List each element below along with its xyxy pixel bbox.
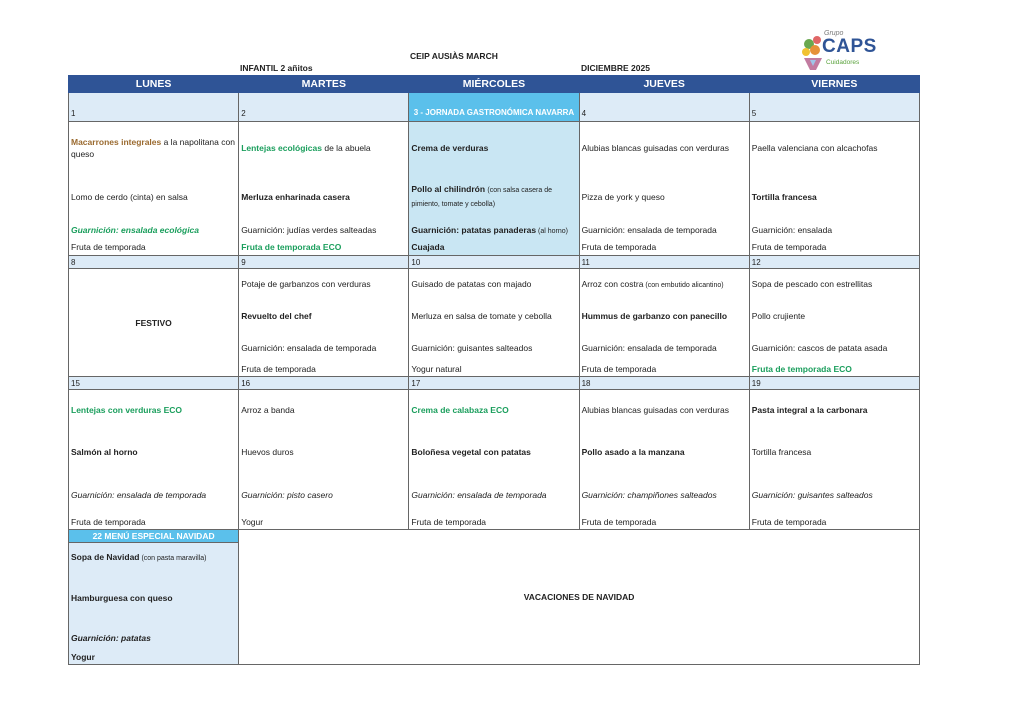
- dish: Guisado de patatas con majado: [409, 269, 579, 299]
- dish: Merluza en salsa de tomate y cebolla: [409, 299, 579, 333]
- week2-first-course: [69, 269, 920, 299]
- dish: Alubias blancas guisadas con verduras: [579, 390, 749, 430]
- dish: Pollo al chilindrón (con salsa casera de pimiento, tomate y cebolla): [409, 174, 579, 220]
- dessert: Yogur natural: [409, 363, 579, 377]
- dessert: Fruta de temporada: [749, 240, 919, 256]
- dessert: Fruta de temporada ECO: [749, 363, 919, 377]
- day-tuesday: MARTES: [239, 76, 409, 93]
- dish: Boloñesa vegetal con patatas: [409, 430, 579, 474]
- holiday-cell: FESTIVO: [69, 269, 239, 377]
- dish: Paella valenciana con alcachofas: [749, 122, 919, 174]
- side-dish: Guarnición: ensalada de temporada: [409, 474, 579, 516]
- dessert: Yogur: [69, 651, 239, 665]
- side-dish: Guarnición: ensalada de temporada: [69, 474, 239, 516]
- caps-logo: [800, 30, 910, 74]
- side-dish: Guarnición: ensalada de temporada: [579, 220, 749, 240]
- dish: Macarrones integrales a la napolitana con queso: [69, 122, 239, 174]
- school-name: CEIP AUSIÀS MARCH: [410, 51, 498, 61]
- date-cell: 19: [749, 377, 919, 390]
- day-thursday: JUEVES: [579, 76, 749, 93]
- christmas-special-header: 22 MENÚ ESPECIAL NAVIDAD: [69, 530, 239, 543]
- dessert: Fruta de temporada: [749, 516, 919, 530]
- dessert: Fruta de temporada: [239, 363, 409, 377]
- dish: Alubias blancas guisadas con verduras: [579, 122, 749, 174]
- dish: Huevos duros: [239, 430, 409, 474]
- logo-small-text: Grupo: [824, 30, 844, 37]
- date-cell: 10: [409, 256, 579, 269]
- dish: Hamburguesa con queso: [69, 571, 239, 625]
- dish: Lentejas con verduras ECO: [69, 390, 239, 430]
- dish: Crema de calabaza ECO: [409, 390, 579, 430]
- dessert: Fruta de temporada: [409, 516, 579, 530]
- side-dish: Guarnición: champiñones salteados: [579, 474, 749, 516]
- date-cell: 8: [69, 256, 239, 269]
- side-dish: Guarnición: guisantes salteados: [409, 333, 579, 363]
- side-dish: Guarnición: ensalada: [749, 220, 919, 240]
- week1-dates: [69, 93, 920, 122]
- date-cell: 16: [239, 377, 409, 390]
- dish: Revuelto del chef: [239, 299, 409, 333]
- day-wednesday: MIÉRCOLES: [409, 76, 579, 93]
- dish: Sopa de Navidad (con pasta maravilla): [69, 543, 239, 571]
- dessert: Fruta de temporada: [69, 516, 239, 530]
- christmas-vacation: VACACIONES DE NAVIDAD: [239, 530, 920, 665]
- side-dish: Guarnición: pisto casero: [239, 474, 409, 516]
- menu-month: DICIEMBRE 2025: [581, 63, 650, 73]
- date-cell: 2: [239, 93, 409, 122]
- dish: Arroz con costra (con embutido alicantino): [579, 269, 749, 299]
- date-cell: 9: [239, 256, 409, 269]
- week3-first-course: [69, 390, 920, 430]
- side-dish: Guarnición: guisantes salteados: [749, 474, 919, 516]
- dish: Potaje de garbanzos con verduras: [239, 269, 409, 299]
- dessert: Yogur: [239, 516, 409, 530]
- week3-dates: [69, 377, 920, 390]
- date-cell: 11: [579, 256, 749, 269]
- day-monday: LUNES: [69, 76, 239, 93]
- side-dish: Guarnición: ensalada ecológica: [69, 220, 239, 240]
- dish: Hummus de garbanzo con panecillo: [579, 299, 749, 333]
- dish: Lomo de cerdo (cinta) en salsa: [69, 174, 239, 220]
- dessert: Fruta de temporada: [69, 240, 239, 256]
- day-friday: VIERNES: [749, 76, 919, 93]
- dish: Salmón al horno: [69, 430, 239, 474]
- logo-brand: CAPS: [822, 36, 877, 57]
- week3-second-course: [69, 430, 920, 474]
- side-dish: Guarnición: ensalada de temporada: [239, 333, 409, 363]
- side-dish: Guarnición: patatas panaderas (al horno): [409, 220, 579, 240]
- dish: Arroz a banda: [239, 390, 409, 430]
- dish: Pasta integral a la carbonara: [749, 390, 919, 430]
- dish: Sopa de pescado con estrellitas: [749, 269, 919, 299]
- week4-header: [69, 530, 920, 543]
- date-cell: 18: [579, 377, 749, 390]
- logo-subtitle: Cuidadores: [826, 59, 860, 66]
- date-cell: 1: [69, 93, 239, 122]
- dish: Lentejas ecológicas de la abuela: [239, 122, 409, 174]
- week1-side: [69, 220, 920, 240]
- menu-table: [68, 75, 920, 665]
- week1-first-course: [69, 122, 920, 174]
- side-dish: Guarnición: judías verdes salteadas: [239, 220, 409, 240]
- side-dish: Guarnición: ensalada de temporada: [579, 333, 749, 363]
- side-dish: Guarnición: patatas: [69, 625, 239, 651]
- date-cell: 12: [749, 256, 919, 269]
- dessert: Fruta de temporada: [579, 516, 749, 530]
- dish: Pollo crujiente: [749, 299, 919, 333]
- date-cell: 15: [69, 377, 239, 390]
- dish: Pizza de york y queso: [579, 174, 749, 220]
- dish: Merluza enharinada casera: [239, 174, 409, 220]
- date-cell: 17: [409, 377, 579, 390]
- week3-dessert: [69, 516, 920, 530]
- weekday-header-row: [69, 76, 920, 93]
- class-group: INFANTIL 2 añitos: [240, 63, 313, 73]
- week1-dessert: [69, 240, 920, 256]
- week1-second-course: [69, 174, 920, 220]
- dish: Crema de verduras: [409, 122, 579, 174]
- dessert: Cuajada: [409, 240, 579, 256]
- dessert: Fruta de temporada: [579, 363, 749, 377]
- dessert: Fruta de temporada ECO: [239, 240, 409, 256]
- date-cell: 5: [749, 93, 919, 122]
- dish: Tortilla francesa: [749, 430, 919, 474]
- week2-dates: [69, 256, 920, 269]
- date-cell-special: 3 - JORNADA GASTRONÓMICA NAVARRA: [409, 93, 579, 122]
- dish: Pollo asado a la manzana: [579, 430, 749, 474]
- side-dish: Guarnición: cascos de patata asada: [749, 333, 919, 363]
- week3-side: [69, 474, 920, 516]
- dish: Tortilla francesa: [749, 174, 919, 220]
- dessert: Fruta de temporada: [579, 240, 749, 256]
- date-cell: 4: [579, 93, 749, 122]
